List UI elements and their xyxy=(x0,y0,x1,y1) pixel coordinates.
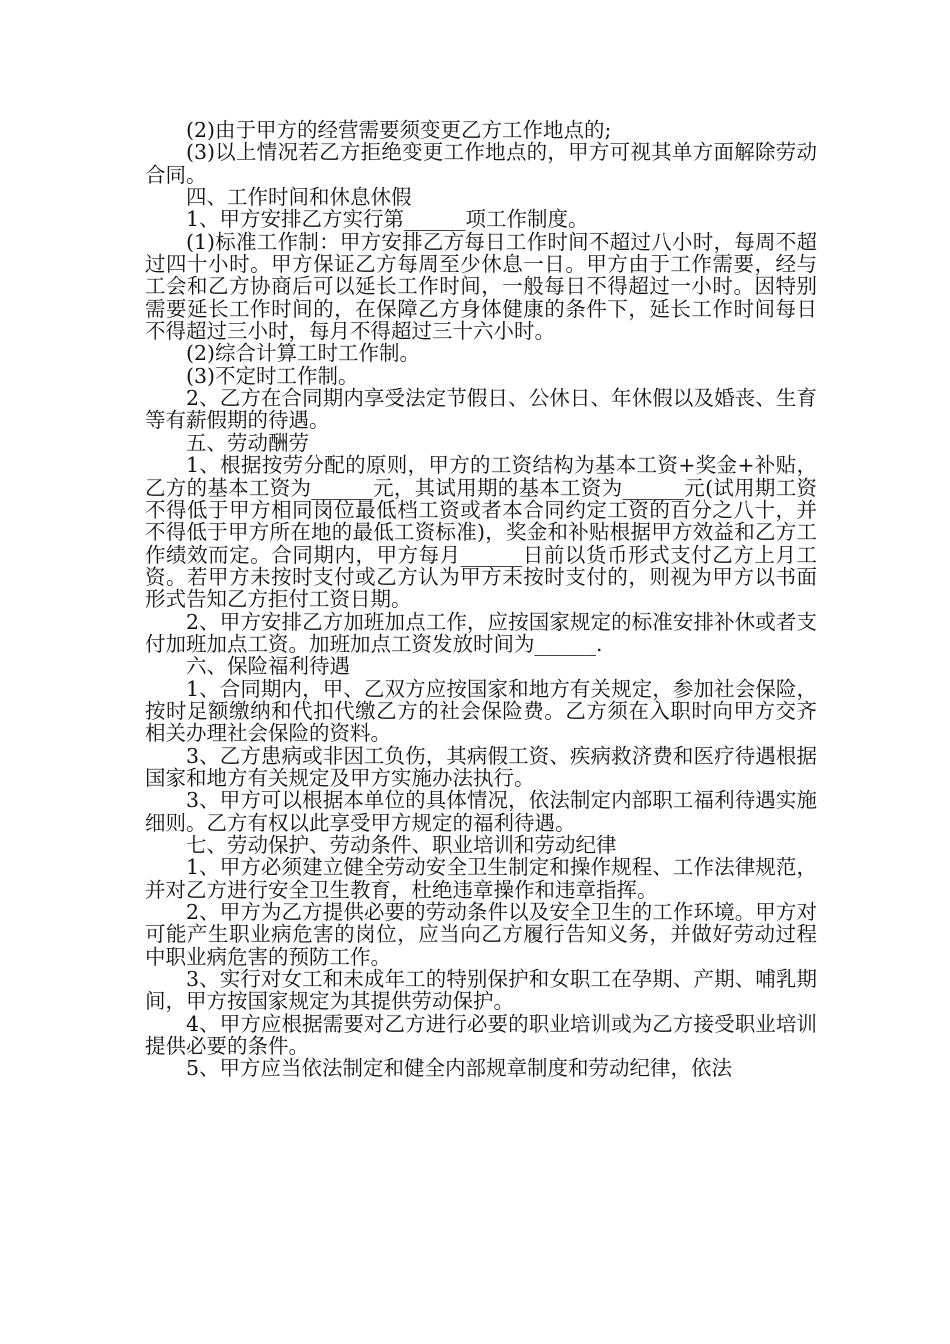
paragraph-sick-leave: 3、乙方患病或非因工负伤，其病假工资、疾病救济费和医疗待遇根据国家和地方有关规定及甲方实施办法执行。 xyxy=(145,743,817,790)
paragraph-work-conditions: 2、甲方为乙方提供必要的劳动条件以及安全卫生的工作环境。甲方对可能产生职业病危害的岗位，应当向乙方履行告知义务，并做好劳动过程中职业病危害的预防工作。 xyxy=(145,900,817,969)
paragraph-salary-structure: 1、根据按劳分配的原则，甲方的工资结构为基本工资+奖金+补贴，乙方的基本工资为______元，其试用期的基本工资为______元(试用期工资不得低于甲方相同岗位最低档工资或者本合同约定工资的百分之八十，并不得低于甲方所在地的最低工资标准)，奖金和补贴根据甲方效益和乙方工作绩效而定。合同期内，甲方每月______日前以货币形式支付乙方上月工资。若甲方未按时支付或乙方认为甲方未按时支付的，则视为甲方以书面形式告知乙方拒付工资日期。 xyxy=(145,453,817,612)
paragraph-female-protection: 3、实行对女工和未成年工的特别保护和女职工在孕期、产期、哺乳期间，甲方按国家规定为其提供劳动保护。 xyxy=(145,967,817,1014)
paragraph-flexible-hours: (3)不定时工作制。 xyxy=(186,363,359,388)
paragraph-overtime-pay: 2、甲方安排乙方加班加点工作，应按国家规定的标准安排补休或者支付加班加点工资。加班加点工资发放时间为______. xyxy=(145,609,817,656)
paragraph-item-3-refusal: (3)以上情况若乙方拒绝变更工作地点的，甲方可视其单方面解除劳动合同。 xyxy=(145,140,817,187)
paragraph-comprehensive-hours: (2)综合计算工时工作制。 xyxy=(186,341,421,366)
paragraph-standard-work-system: (1)标准工作制：甲方安排乙方每日工作时间不超过八小时，每周不超过四十小时。甲方保证乙方每周至少休息一日。甲方由于工作需要，经与工会和乙方协商后可以延长工作时间，一般每日不得超过一小时。因特别需要延长工作时间的，在保障乙方身体健康的条件下，延长工作时间每日不得超过三小时，每月不得超过三十六小时。 xyxy=(145,229,817,344)
paragraph-item-2-change-location: (2)由于甲方的经营需要须变更乙方工作地点的; xyxy=(186,118,612,142)
section-heading-labor-protection: 七、劳动保护、劳动条件、职业培训和劳动纪律 xyxy=(186,833,617,857)
section-heading-work-hours: 四、工作时间和休息休假 xyxy=(186,185,412,210)
paragraph-social-insurance: 1、合同期内，甲、乙双方应按国家和地方有关规定，参加社会保险，按时足额缴纳和代扣代缴乙方的社会保险费。乙方须在入职时向甲方交齐相关办理社会保险的资料。 xyxy=(145,676,817,746)
paragraph-rules-discipline: 5、甲方应当依法制定和健全内部规章制度和劳动纪律，依法 xyxy=(186,1056,733,1081)
paragraph-training: 4、甲方应根据需要对乙方进行必要的职业培训或为乙方接受职业培训提供必要的条件。 xyxy=(145,1011,817,1059)
paragraph-welfare-rules: 3、甲方可以根据本单位的具体情况，依法制定内部职工福利待遇实施细则。乙方有权以此享受甲方规定的福利待遇。 xyxy=(145,788,817,835)
paragraph-safety-rules: 1、甲方必须建立健全劳动安全卫生制定和操作规程、工作法律规范，并对乙方进行安全卫生教育，杜绝违章操作和违章指挥。 xyxy=(145,855,817,902)
paragraph-work-system: 1、甲方安排乙方实行第______项工作制度。 xyxy=(186,207,589,232)
section-heading-remuneration: 五、劳动酬劳 xyxy=(186,430,309,455)
paragraph-paid-holidays: 2、乙方在合同期内享受法定节假日、公休日、年休假以及婚丧、生育等有薪假期的待遇。 xyxy=(145,386,817,433)
section-heading-insurance: 六、保险福利待遇 xyxy=(186,654,350,679)
document-page xyxy=(145,119,817,1080)
